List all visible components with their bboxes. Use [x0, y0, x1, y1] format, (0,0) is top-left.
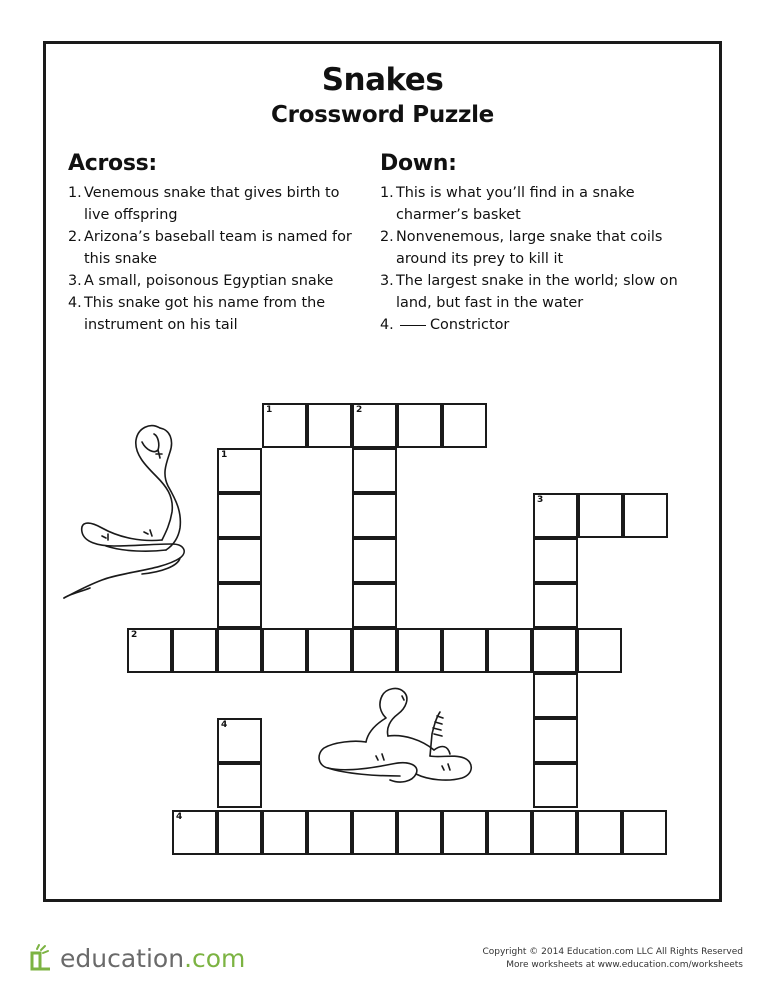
footer-copyright: [482, 946, 743, 972]
grid-cell[interactable]: [217, 628, 262, 673]
clue-text: The largest snake in the world; slow on land, but fast in the water: [396, 273, 678, 311]
education-logo-icon: [28, 943, 58, 973]
grid-cell[interactable]: [533, 718, 578, 763]
grid-cell[interactable]: [217, 583, 262, 628]
grid-cell[interactable]: [217, 448, 262, 493]
grid-cell[interactable]: [262, 628, 307, 673]
grid-cell[interactable]: [397, 628, 442, 673]
page-title: Snakes: [321, 62, 444, 98]
grid-cell[interactable]: [397, 810, 442, 855]
clue-number: 4.: [380, 317, 394, 333]
clue-number: 4.: [68, 295, 82, 311]
grid-cell[interactable]: [442, 810, 487, 855]
grid-cell[interactable]: [532, 810, 577, 855]
down-clues: [380, 151, 700, 336]
down-clue-4: [380, 314, 700, 336]
cell-number: 4: [221, 720, 228, 730]
cell-number: 2: [131, 630, 138, 640]
clue-text: Nonvenemous, large snake that coils around its prey to kill it: [396, 229, 663, 267]
clue-text: Venemous snake that gives birth to live offspring: [84, 185, 340, 223]
grid-cell[interactable]: [533, 673, 578, 718]
down-clue-1: [380, 182, 700, 226]
copyright-text: Copyright © 2014 Education.com LLC All Rights Reserved: [482, 947, 743, 957]
clue-text-suffix: Constrictor: [430, 317, 510, 333]
cell-number: 2: [356, 405, 363, 415]
grid-cell[interactable]: [578, 493, 623, 538]
grid-cell[interactable]: [307, 628, 352, 673]
grid-cell[interactable]: [172, 810, 217, 855]
grid-cell[interactable]: [352, 583, 397, 628]
across-clues: [68, 151, 368, 336]
logo-text: [60, 944, 245, 973]
clue-text: [396, 314, 700, 336]
clue-number: 1.: [68, 185, 82, 201]
logo-suffix: .com: [184, 943, 246, 973]
cell-number: 4: [176, 812, 183, 822]
grid-cell[interactable]: [262, 403, 307, 448]
rattlesnake-illustration: [316, 684, 474, 786]
grid-cell[interactable]: [217, 718, 262, 763]
clue-text: Arizona’s baseball team is named for this snake: [84, 229, 352, 267]
grid-cell[interactable]: [397, 403, 442, 448]
cell-number: 1: [266, 405, 273, 415]
cell-number: 3: [537, 495, 544, 505]
grid-cell[interactable]: [217, 493, 262, 538]
grid-cell[interactable]: [622, 810, 667, 855]
grid-cell[interactable]: [442, 403, 487, 448]
clue-text: This is what you’ll find in a snake charmer’s basket: [396, 185, 635, 223]
down-clue-2: [380, 226, 700, 270]
across-clue-4: [68, 292, 368, 336]
grid-cell[interactable]: [307, 810, 352, 855]
clue-number: 2.: [380, 229, 394, 245]
grid-cell[interactable]: [172, 628, 217, 673]
grid-cell[interactable]: [217, 763, 262, 808]
clue-number: 3.: [380, 273, 394, 289]
cobra-illustration: [62, 420, 202, 605]
grid-cell[interactable]: [352, 403, 397, 448]
clue-text: This snake got his name from the instrument on his tail: [84, 295, 326, 333]
grid-cell[interactable]: [352, 448, 397, 493]
down-clue-3: [380, 270, 700, 314]
grid-cell[interactable]: [487, 810, 532, 855]
grid-cell[interactable]: [352, 810, 397, 855]
education-logo[interactable]: [28, 938, 245, 978]
grid-cell[interactable]: [533, 538, 578, 583]
grid-cell[interactable]: [623, 493, 668, 538]
more-worksheets-link[interactable]: More worksheets at www.education.com/worksheets: [506, 960, 743, 970]
across-clue-3: [68, 270, 368, 292]
grid-cell[interactable]: [577, 810, 622, 855]
grid-cell[interactable]: [217, 538, 262, 583]
grid-cell[interactable]: [352, 538, 397, 583]
grid-cell[interactable]: [533, 583, 578, 628]
grid-cell[interactable]: [217, 810, 262, 855]
clue-number: 2.: [68, 229, 82, 245]
grid-cell[interactable]: [577, 628, 622, 673]
grid-cell[interactable]: [533, 493, 578, 538]
grid-cell[interactable]: [127, 628, 172, 673]
answer-blank: [400, 325, 426, 326]
down-heading: Down:: [380, 151, 457, 176]
grid-cell[interactable]: [487, 628, 532, 673]
grid-cell[interactable]: [262, 810, 307, 855]
cell-number: 1: [221, 450, 228, 460]
grid-cell[interactable]: [352, 493, 397, 538]
clue-number: 1.: [380, 185, 394, 201]
grid-cell[interactable]: [307, 403, 352, 448]
page-subtitle: Crossword Puzzle: [271, 102, 494, 128]
clue-text: A small, poisonous Egyptian snake: [84, 273, 334, 289]
grid-cell[interactable]: [442, 628, 487, 673]
across-clue-1: [68, 182, 368, 226]
clue-number: 3.: [68, 273, 82, 289]
across-heading: Across:: [68, 151, 157, 176]
logo-word: education: [60, 943, 185, 973]
grid-cell[interactable]: [352, 628, 397, 673]
grid-cell[interactable]: [533, 763, 578, 808]
grid-cell[interactable]: [532, 628, 577, 673]
across-clue-2: [68, 226, 368, 270]
